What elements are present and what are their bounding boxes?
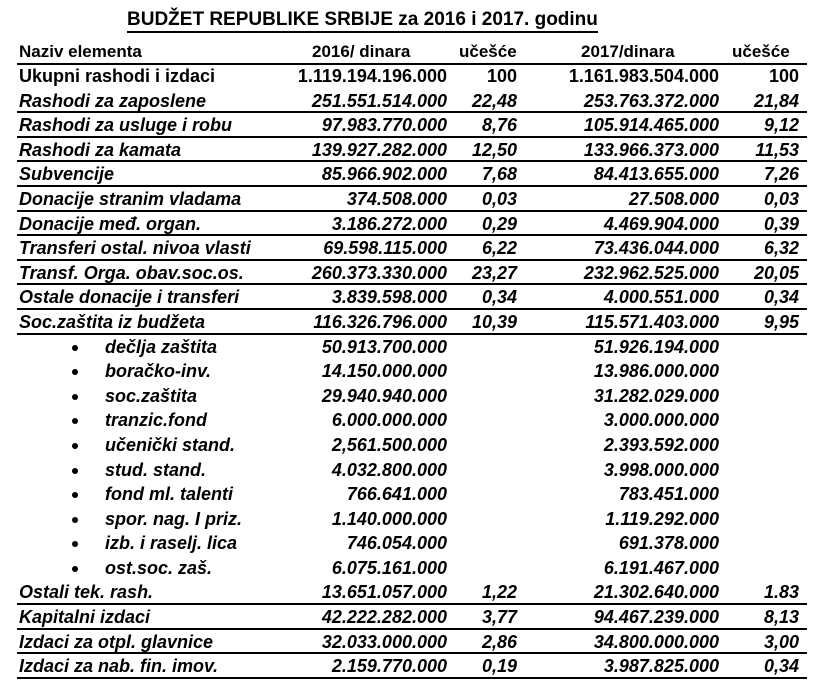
row-name: boračko-inv. bbox=[105, 361, 212, 382]
value-2016: 6.075.161.000 bbox=[331, 557, 447, 578]
row-name: stud. stand. bbox=[105, 459, 207, 480]
value-2017: 27.508.000 bbox=[628, 188, 719, 209]
sub-item-row bbox=[17, 482, 807, 507]
value-2017: 133.966.373.000 bbox=[583, 139, 719, 160]
row-name: tranzic.fond bbox=[105, 410, 207, 431]
share-2016: 100 bbox=[486, 66, 517, 86]
row-name: fond ml. talenti bbox=[105, 484, 233, 505]
share-2017: 100 bbox=[768, 66, 799, 86]
row-name: Ukupni rashodi i izdaci bbox=[19, 66, 216, 86]
value-2016: 4.032.800.000 bbox=[331, 459, 447, 480]
sub-item-row bbox=[17, 531, 807, 556]
share-2016: 8,76 bbox=[481, 115, 517, 136]
bullet-icon bbox=[72, 394, 78, 400]
share-2017: 8,13 bbox=[763, 607, 799, 628]
share-2016: 0,03 bbox=[481, 188, 517, 209]
bullet-icon bbox=[72, 369, 78, 375]
share-2017: 0,39 bbox=[763, 213, 799, 234]
value-2017: 21.302.640.000 bbox=[593, 582, 719, 603]
sub-item-row bbox=[17, 507, 807, 532]
value-2016: 97.983.770.000 bbox=[321, 115, 447, 136]
sub-item-row bbox=[17, 458, 807, 483]
table-row bbox=[17, 261, 807, 286]
bullet-icon bbox=[72, 468, 78, 474]
value-2017: 783.451.000 bbox=[618, 484, 719, 505]
row-name: Kapitalni izdaci bbox=[19, 607, 151, 628]
table-row bbox=[17, 285, 807, 310]
share-2017: 0,03 bbox=[763, 188, 799, 209]
share-2017: 9,95 bbox=[763, 311, 799, 332]
value-2017: 6.191.467.000 bbox=[603, 557, 719, 578]
value-2016: 3.186.272.000 bbox=[331, 213, 447, 234]
share-2016: 10,39 bbox=[471, 311, 517, 332]
bullet-icon bbox=[72, 345, 78, 351]
share-2017: 11,53 bbox=[755, 139, 799, 160]
value-2016: 50.913.700.000 bbox=[321, 336, 447, 357]
value-2016: 13.651.057.000 bbox=[321, 582, 447, 603]
value-2017: 13.986.000.000 bbox=[593, 361, 719, 382]
bullet-icon bbox=[72, 566, 78, 572]
value-2017: 2.393.592.000 bbox=[603, 434, 719, 455]
header-share-2016: učešće bbox=[459, 42, 517, 61]
page-title: BUDŽET REPUBLIKE SRBIJE za 2016 i 2017. godinu bbox=[127, 9, 598, 33]
row-name: Ostali tek. rash. bbox=[19, 582, 154, 603]
value-2017: 3.998.000.000 bbox=[603, 459, 719, 480]
budget-table bbox=[17, 64, 807, 679]
share-2016: 0,29 bbox=[481, 213, 517, 234]
value-2016: 1.140.000.000 bbox=[331, 508, 447, 529]
header-value-2017: 2017/dinara bbox=[581, 42, 675, 61]
bullet-icon bbox=[72, 492, 78, 498]
row-name: Soc.zaštita iz budžeta bbox=[19, 311, 206, 332]
share-2016: 3,77 bbox=[481, 607, 517, 628]
total-row bbox=[17, 64, 807, 89]
value-2016: 85.966.902.000 bbox=[321, 164, 447, 185]
share-2016: 7,68 bbox=[481, 164, 517, 185]
row-name: Izdaci za nab. fin. imov. bbox=[19, 656, 219, 677]
share-2017: 9,12 bbox=[763, 115, 799, 136]
value-2017: 51.926.194.000 bbox=[593, 336, 719, 357]
share-2017: 6,32 bbox=[763, 238, 799, 259]
row-name: učenički stand. bbox=[105, 434, 236, 455]
share-2017: 20,05 bbox=[753, 262, 799, 283]
bullet-icon bbox=[72, 443, 78, 449]
share-2017: 1.83 bbox=[763, 582, 799, 603]
row-name: izb. i raselj. lica bbox=[105, 533, 238, 554]
value-2016: 746.054.000 bbox=[346, 533, 447, 554]
share-2017: 21,84 bbox=[753, 90, 799, 111]
value-2016: 251.551.514.000 bbox=[311, 90, 447, 111]
value-2017: 31.282.029.000 bbox=[593, 385, 719, 406]
value-2017: 34.800.000.000 bbox=[593, 631, 719, 652]
value-2016: 374.508.000 bbox=[346, 188, 447, 209]
share-2016: 1,22 bbox=[481, 582, 517, 603]
row-name: spor. nag. I priz. bbox=[105, 508, 243, 529]
table-row bbox=[17, 580, 807, 605]
table-row bbox=[17, 654, 807, 679]
share-2016: 22,48 bbox=[471, 90, 517, 111]
value-2016: 260.373.330.000 bbox=[311, 262, 447, 283]
value-2017: 94.467.239.000 bbox=[593, 607, 719, 628]
row-name: ost.soc. zaš. bbox=[105, 557, 213, 578]
row-name: Ostale donacije i transferi bbox=[19, 287, 240, 308]
value-2016: 6.000.000.000 bbox=[331, 410, 447, 431]
value-2017: 232.962.525.000 bbox=[583, 262, 719, 283]
share-2016: 0,19 bbox=[481, 656, 517, 677]
table-row bbox=[17, 113, 807, 138]
header-value-2016: 2016/ dinara bbox=[312, 42, 411, 61]
table-row bbox=[17, 212, 807, 237]
sub-item-row bbox=[17, 408, 807, 433]
value-2016: 32.033.000.000 bbox=[321, 631, 447, 652]
share-2016: 6,22 bbox=[481, 238, 517, 259]
value-2017: 1.161.983.504.000 bbox=[568, 66, 719, 86]
value-2017: 84.413.655.000 bbox=[593, 164, 719, 185]
value-2016: 42.222.282.000 bbox=[321, 607, 447, 628]
value-2016: 2,561.500.000 bbox=[331, 434, 447, 455]
bullet-icon bbox=[72, 517, 78, 523]
table-row bbox=[17, 187, 807, 212]
value-2017: 3.987.825.000 bbox=[603, 656, 719, 677]
bullet-icon bbox=[72, 541, 78, 547]
value-2016: 766.641.000 bbox=[346, 484, 447, 505]
share-2017: 7,26 bbox=[763, 164, 799, 185]
table-row bbox=[17, 236, 807, 261]
value-2016: 69.598.115.000 bbox=[323, 238, 447, 259]
row-name: Transf. Orga. obav.soc.os. bbox=[19, 262, 244, 283]
header-share-2017: učešće bbox=[732, 42, 790, 61]
value-2017: 4.000.551.000 bbox=[603, 287, 719, 308]
row-name: Donacije stranim vladama bbox=[19, 188, 242, 209]
table-row bbox=[17, 138, 807, 163]
sub-item-row bbox=[17, 384, 807, 409]
sub-item-row bbox=[17, 335, 807, 360]
row-name: Transferi ostal. nivoa vlasti bbox=[19, 238, 251, 259]
share-2017: 3,00 bbox=[763, 631, 799, 652]
row-name: dečlja zaštita bbox=[105, 336, 218, 357]
row-name: soc.zaštita bbox=[105, 385, 198, 406]
value-2017: 115.571.403.000 bbox=[585, 311, 719, 332]
row-name: Rashodi za zaposlene bbox=[19, 90, 207, 111]
value-2017: 3.000.000.000 bbox=[603, 410, 719, 431]
share-2016: 12,50 bbox=[471, 139, 517, 160]
table-row bbox=[17, 630, 807, 655]
value-2016: 14.150.000.000 bbox=[321, 361, 447, 382]
table-row bbox=[17, 605, 807, 630]
table-header bbox=[17, 41, 807, 65]
value-2017: 1.119.292.000 bbox=[605, 508, 719, 529]
sub-item-row bbox=[17, 556, 807, 581]
value-2016: 3.839.598.000 bbox=[331, 287, 447, 308]
header-name: Naziv elementa bbox=[19, 42, 142, 61]
value-2016: 116.326.796.000 bbox=[313, 311, 447, 332]
table-row bbox=[17, 310, 807, 335]
share-2016: 23,27 bbox=[471, 262, 517, 283]
sub-item-row bbox=[17, 433, 807, 458]
table-row bbox=[17, 89, 807, 114]
sub-item-row bbox=[17, 359, 807, 384]
value-2017: 691.378.000 bbox=[618, 533, 719, 554]
value-2017: 105.914.465.000 bbox=[583, 115, 719, 136]
value-2016: 1.119.194.196.000 bbox=[297, 66, 447, 86]
value-2016: 2.159.770.000 bbox=[331, 656, 447, 677]
value-2017: 253.763.372.000 bbox=[583, 90, 719, 111]
value-2017: 4.469.904.000 bbox=[603, 213, 719, 234]
value-2016: 29.940.940.000 bbox=[321, 385, 447, 406]
row-name: Subvencije bbox=[19, 164, 115, 185]
bullet-icon bbox=[72, 418, 78, 424]
share-2016: 2,86 bbox=[481, 631, 517, 652]
row-name: Rashodi za usluge i robu bbox=[19, 115, 233, 136]
share-2017: 0,34 bbox=[763, 656, 799, 677]
share-2016: 0,34 bbox=[481, 287, 517, 308]
row-name: Izdaci za otpl. glavnice bbox=[19, 631, 214, 652]
row-name: Donacije međ. organ. bbox=[19, 213, 202, 234]
share-2017: 0,34 bbox=[763, 287, 799, 308]
row-name: Rashodi za kamata bbox=[19, 139, 182, 160]
value-2017: 73.436.044.000 bbox=[593, 238, 719, 259]
value-2016: 139.927.282.000 bbox=[311, 139, 447, 160]
table-row bbox=[17, 162, 807, 187]
